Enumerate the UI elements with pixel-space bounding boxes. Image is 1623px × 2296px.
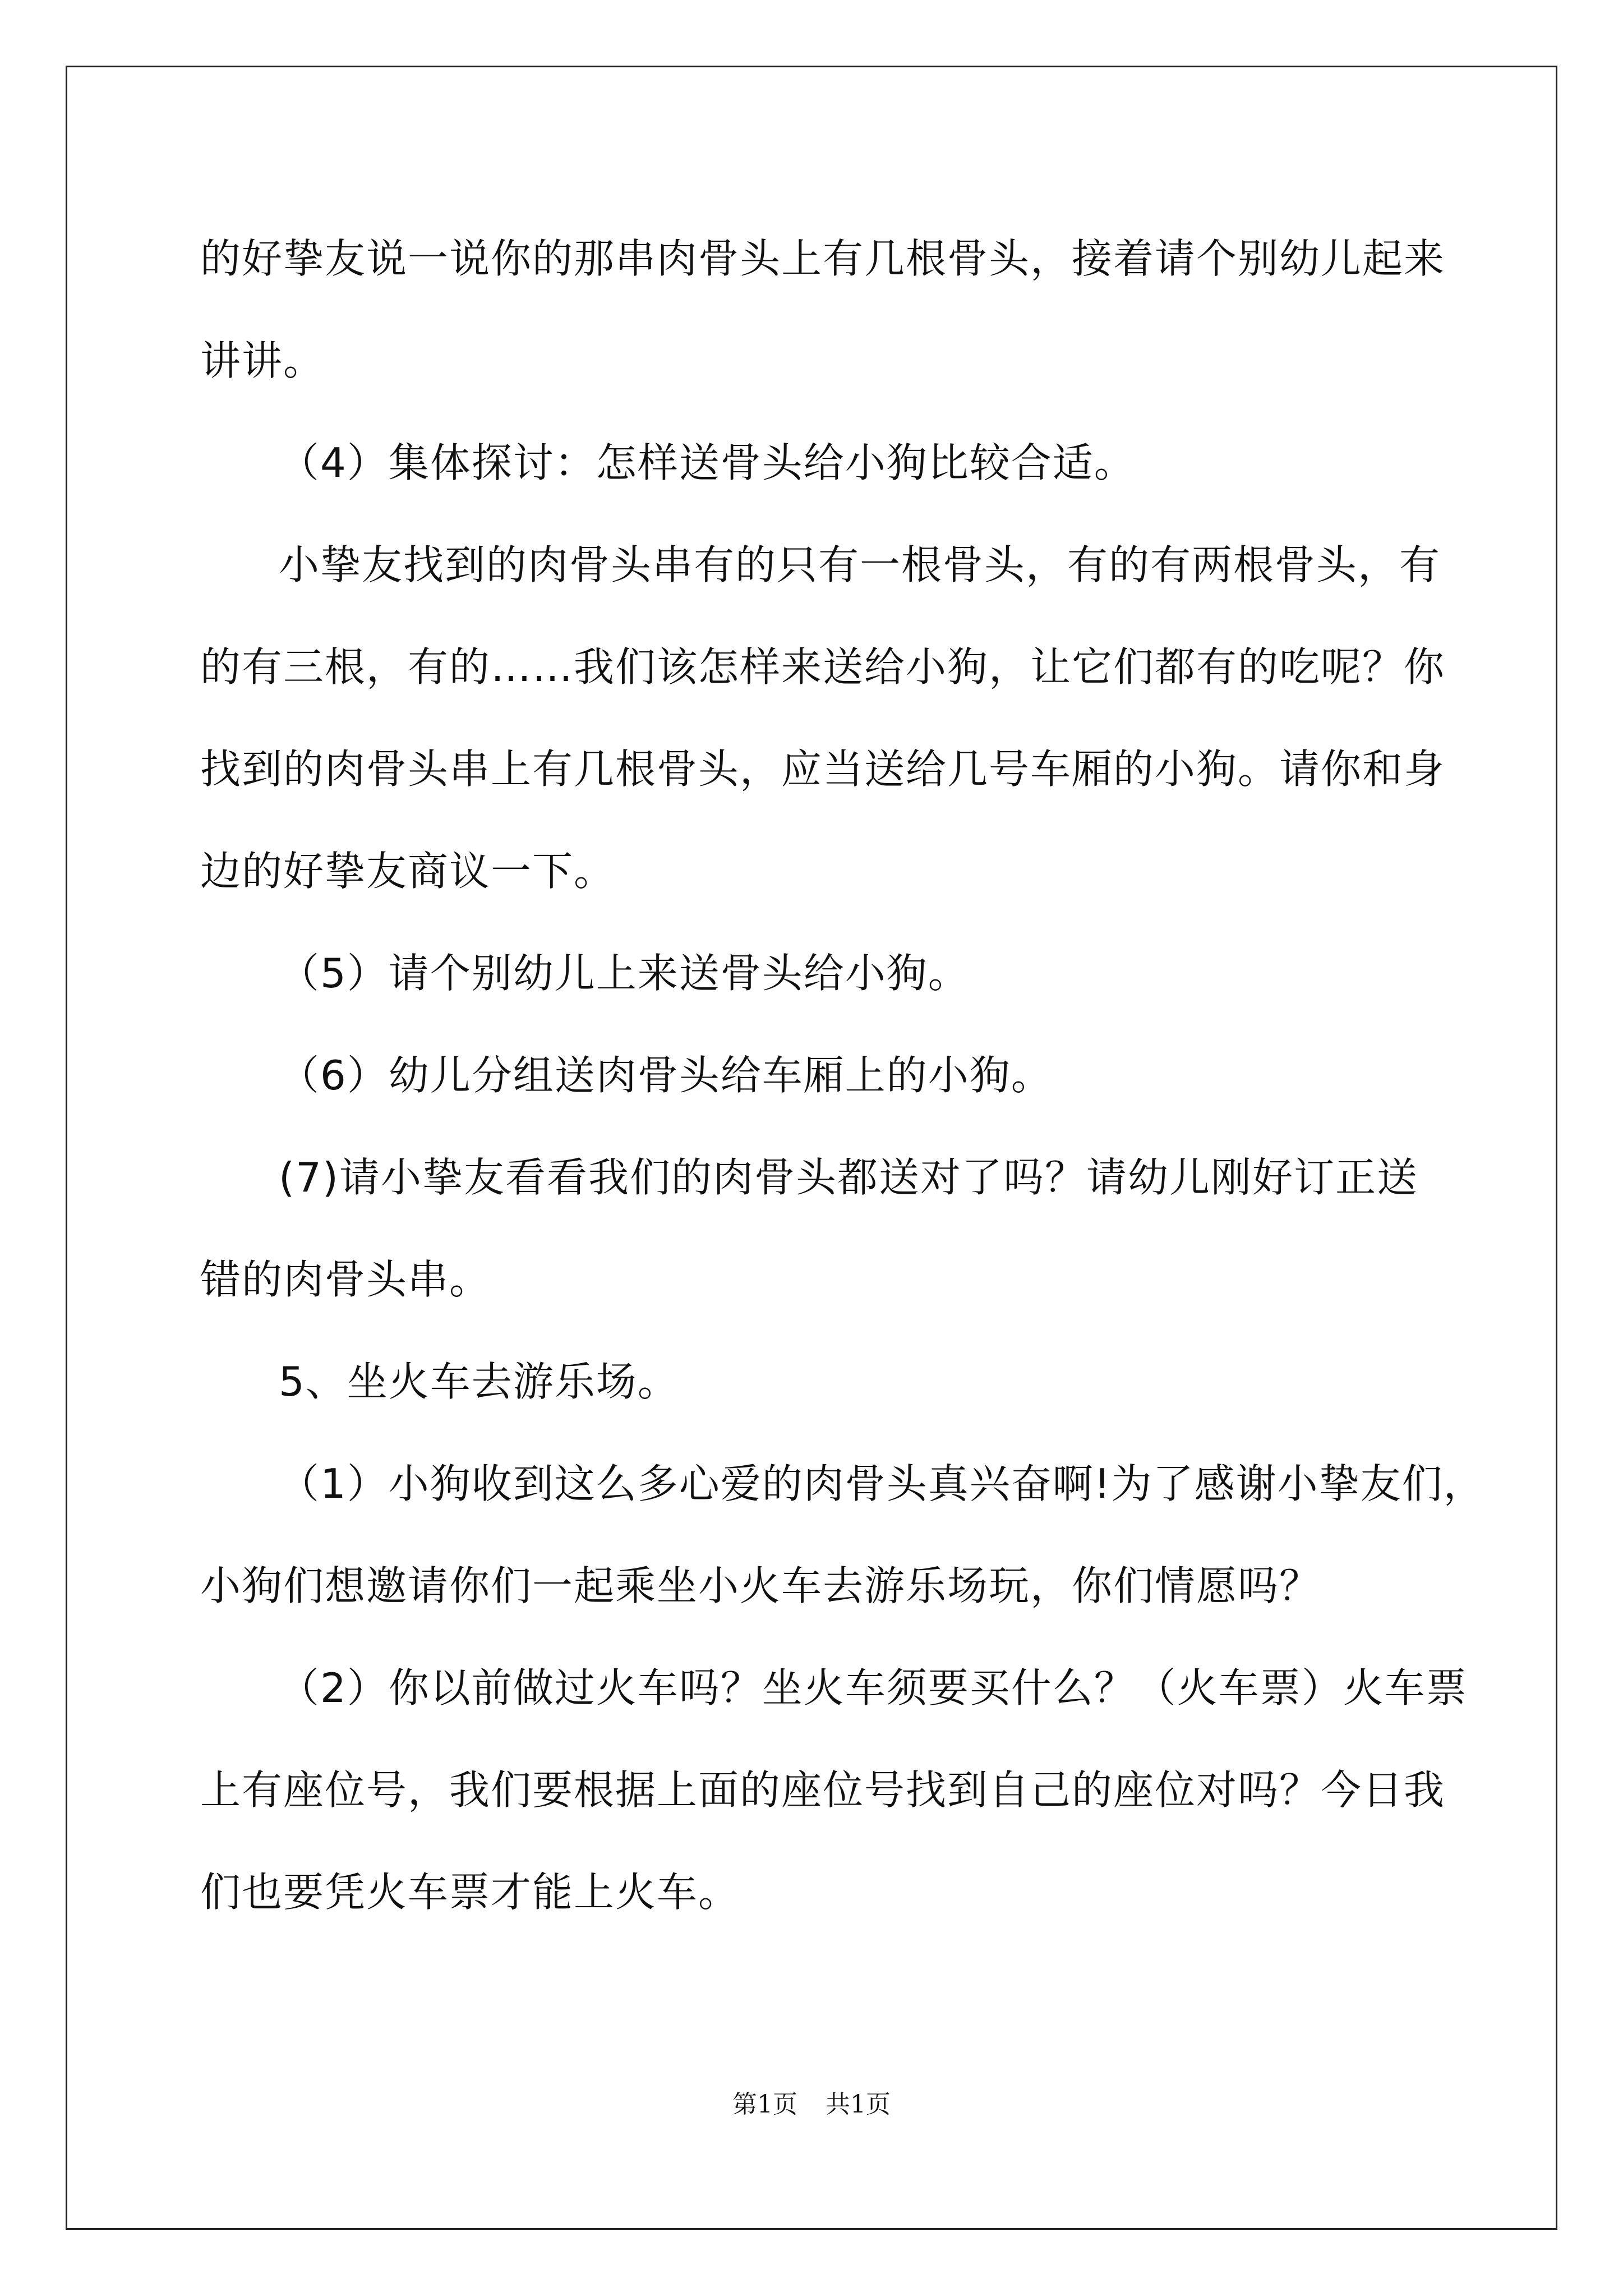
text-line: 边的好挚友商议一下。 <box>200 848 616 895</box>
text-line: 错的肉骨头串。 <box>200 1256 491 1303</box>
text-line: 小挚友找到的肉骨头串有的只有一根骨头，有的有两根骨头，有 <box>279 541 1441 588</box>
page-total: 共1页 <box>826 2090 891 2119</box>
text-line: 小狗们想邀请你们一起乘坐小火车去游乐场玩，你们情愿吗？ <box>200 1562 1321 1609</box>
text-line: （5）请个别幼儿上来送骨头给小狗。 <box>279 950 970 997</box>
text-line: 讲讲。 <box>200 337 325 384</box>
text-line: 的有三根，有的……我们该怎样来送给小狗，让它们都有的吃呢？你 <box>200 643 1446 691</box>
document-body <box>200 208 1485 1943</box>
text-line: 找到的肉骨头串上有几根骨头，应当送给几号车厢的小狗。请你和身 <box>200 746 1446 793</box>
text-line: 上有座位号，我们要根据上面的座位号找到自己的座位对吗？今日我 <box>200 1766 1446 1814</box>
text-line: (7)请小挚友看看我们的肉骨头都送对了吗？请幼儿刚好订正送 <box>279 1154 1418 1201</box>
page-footer <box>0 2088 1623 2122</box>
text-line: 们也要凭火车票才能上火车。 <box>200 1869 740 1916</box>
text-line: （1）小狗收到这么多心爱的肉骨头真兴奋啊!为了感谢小挚友们， <box>279 1460 1485 1507</box>
page-number: 第1页 <box>732 2090 797 2119</box>
text-line: 5、坐火车去游乐场。 <box>279 1358 679 1405</box>
text-line: （6）幼儿分组送肉骨头给车厢上的小狗。 <box>279 1052 1053 1099</box>
text-line: （2）你以前做过火车吗？坐火车须要买什么？（火车票）火车票 <box>279 1664 1468 1711</box>
text-line: 的好挚友说一说你的那串肉骨头上有几根骨头，接着请个别幼儿起来 <box>200 235 1446 282</box>
text-line: （4）集体探讨：怎样送骨头给小狗比较合适。 <box>279 439 1136 486</box>
